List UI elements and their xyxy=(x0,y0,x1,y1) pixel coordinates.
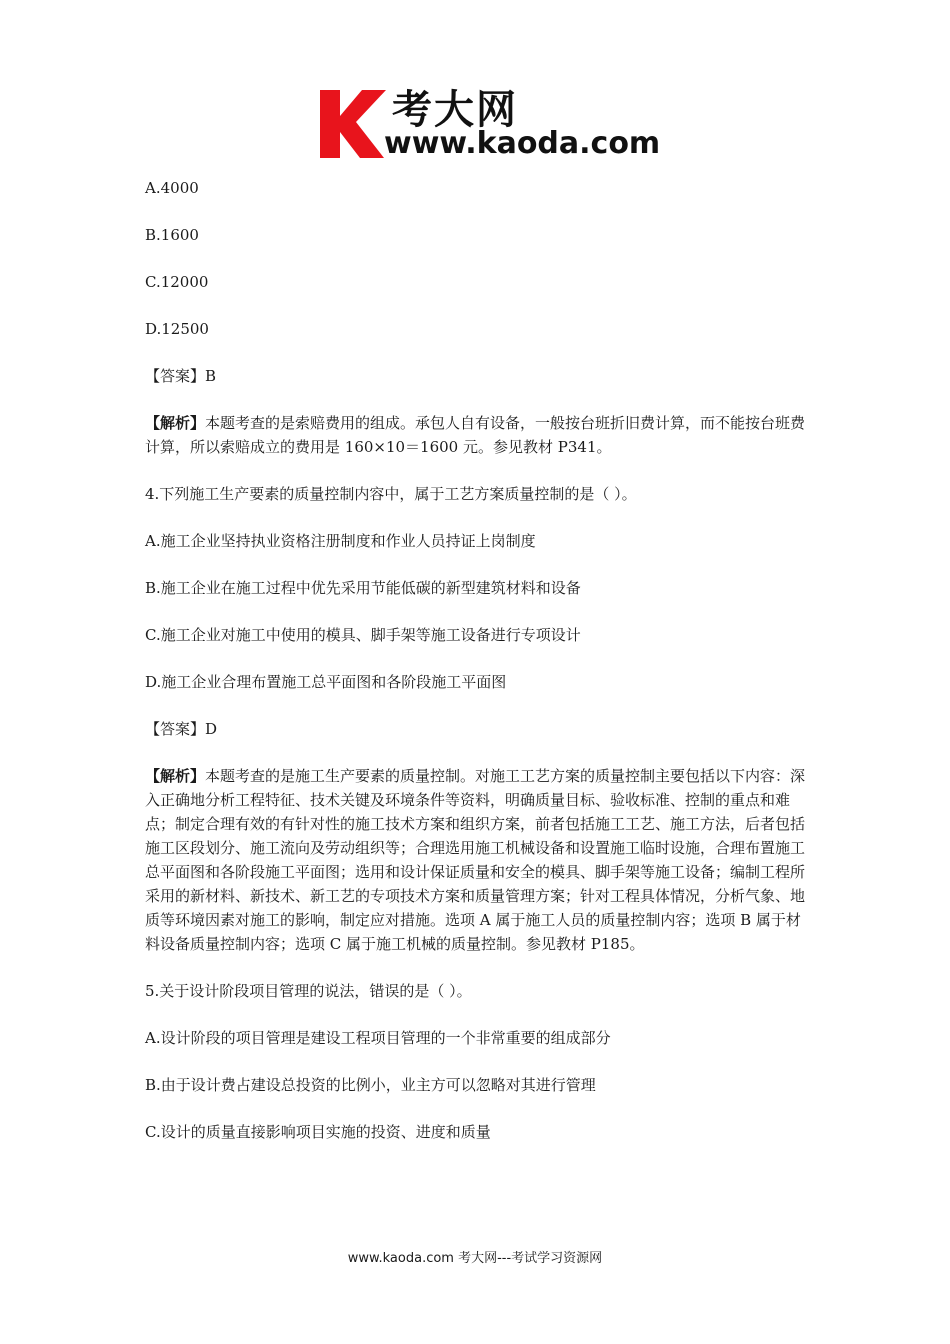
q3-option-a: A.4000 xyxy=(145,179,199,197)
logo-title: 考大网 xyxy=(392,87,518,133)
document-body xyxy=(145,176,810,1144)
q4-analysis xyxy=(145,764,810,956)
k-logo-icon xyxy=(318,86,388,162)
q3-analysis xyxy=(145,411,810,459)
q4-option-b: B.施工企业在施工过程中优先采用节能低碳的新型建筑材料和设备 xyxy=(145,579,581,597)
q5-stem: 5.关于设计阶段项目管理的说法，错误的是（ ）。 xyxy=(145,982,472,1000)
q4-option-c: C.施工企业对施工中使用的模具、脚手架等施工设备进行专项设计 xyxy=(145,626,581,644)
q4-answer: 【答案】D xyxy=(145,720,218,738)
q3-option-d: D.12500 xyxy=(145,320,209,338)
q4-option-a: A.施工企业坚持执业资格注册制度和作业人员持证上岗制度 xyxy=(145,532,536,550)
analysis-tag: 【解析】 xyxy=(145,414,206,432)
analysis-text: 本题考查的是索赔费用的组成。承包人自有设备，一般按台班折旧费计算，而不能按台班费计算，所以索赔成立的费用是 160×10＝1600 元。参见教材 P341。 xyxy=(145,414,806,456)
q3-option-b: B.1600 xyxy=(145,226,199,244)
q3-answer: 【答案】B xyxy=(145,367,217,385)
q5-option-c: C.设计的质量直接影响项目实施的投资、进度和质量 xyxy=(145,1123,491,1141)
q5-option-a: A.设计阶段的项目管理是建设工程项目管理的一个非常重要的组成部分 xyxy=(145,1029,611,1047)
analysis-tag: 【解析】 xyxy=(145,767,206,785)
q4-option-d: D.施工企业合理布置施工总平面图和各阶段施工平面图 xyxy=(145,673,507,691)
logo-url: www.kaoda.com xyxy=(384,126,661,161)
page-footer: www.kaoda.com 考大网---考试学习资源网 xyxy=(347,1251,603,1266)
q3-option-c: C.12000 xyxy=(145,273,209,291)
kaoda-logo xyxy=(318,82,661,162)
q4-stem: 4.下列施工生产要素的质量控制内容中，属于工艺方案质量控制的是（ ）。 xyxy=(145,485,637,503)
analysis-text: 本题考查的是施工生产要素的质量控制。对施工工艺方案的质量控制主要包括以下内容：深入正确地分析工程特征、技术关键及环境条件等资料，明确质量目标、验收标准、控制的重点和难点；制定合理有效的有针对性的施工技术方案和组织方案，前者包括施工工艺、施工方法，后者包括施工区段划分、施工流向及劳动组织等；合理选用施工机械设备和设置施工临时设施，合理布置施工总平面图和各阶段施工平面图；选用和设计保证质量和安全的模具、脚手架等施工设备；编制工程所采用的新材料、新技术、新工艺的专项技术方案和质量管理方案；针对工程具体情况，分析气象、地质等环境因素对施工的影响，制定应对措施。选项 A 属于施工人员的质量控制内容；选项 B 属于材料设备质量控制内容；选项 C 属于施工机械的质量控制。参见教材 P185。 xyxy=(145,767,806,953)
q5-option-b: B.由于设计费占建设总投资的比例小，业主方可以忽略对其进行管理 xyxy=(145,1076,596,1094)
